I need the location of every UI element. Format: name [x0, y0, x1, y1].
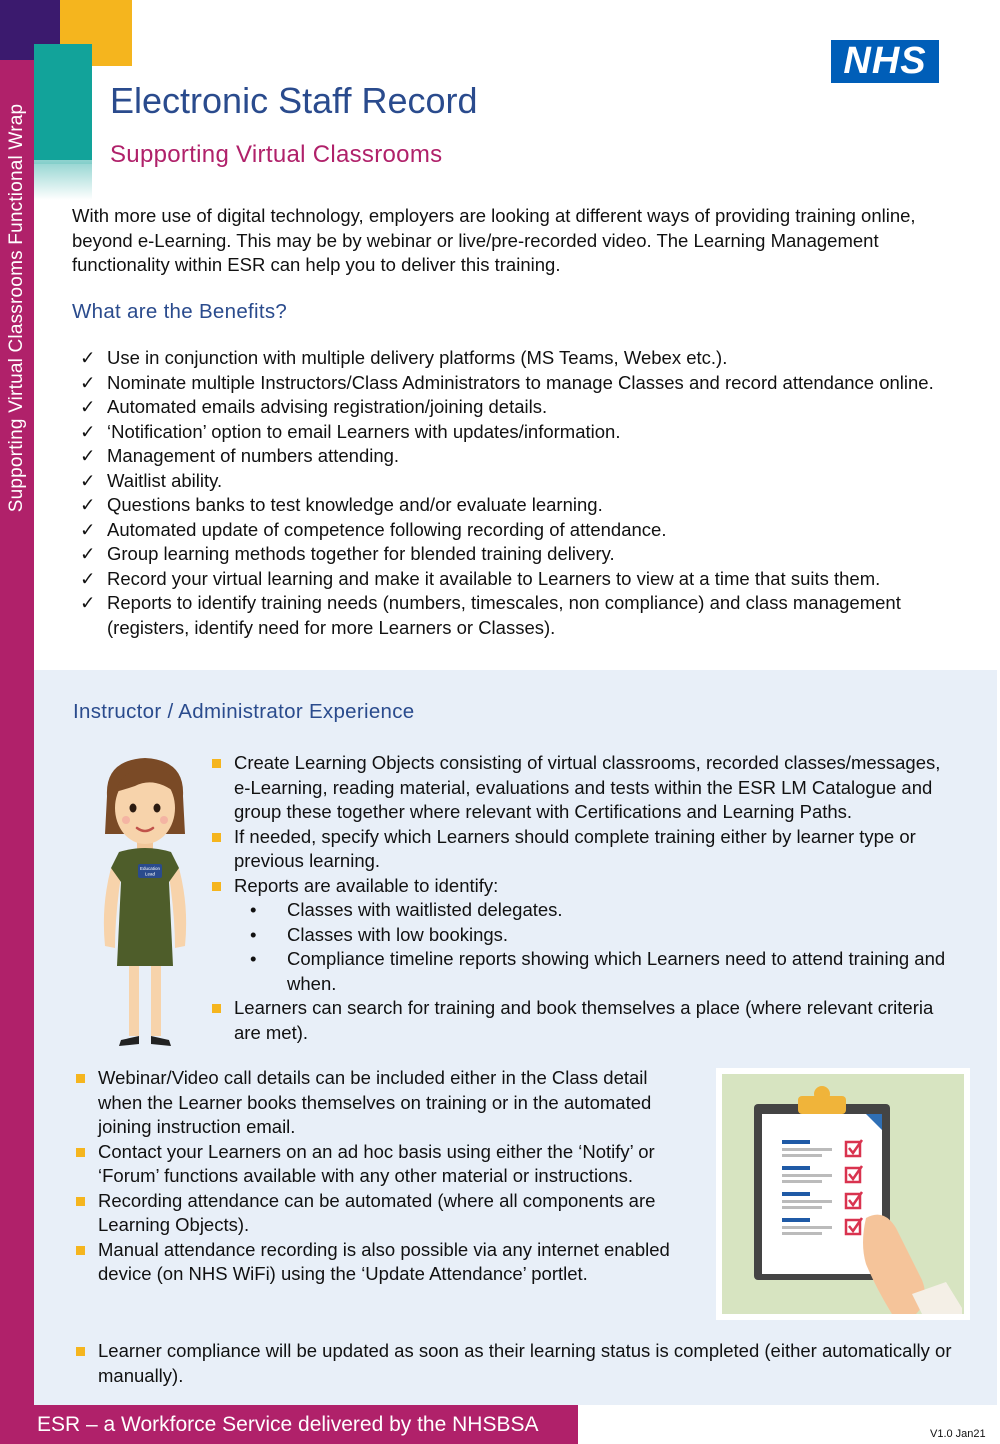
- instructor-list-3: [74, 1339, 954, 1388]
- check-icon: ✓: [80, 567, 96, 589]
- version-label: V1.0 Jan21: [930, 1428, 986, 1440]
- bullet-dot-icon: •: [250, 948, 257, 969]
- sub-list-item: • Compliance timeline reports showing which Learners need to attend training and when.: [250, 948, 946, 994]
- bullet-square-icon: [76, 1197, 85, 1206]
- bullet-square-icon: [212, 833, 221, 842]
- corner-block-teal: [34, 44, 92, 164]
- benefit-item: ✓ Management of numbers attending.: [80, 444, 980, 469]
- clipboard-checklist-icon: [716, 1068, 970, 1320]
- bullet-square-icon: [76, 1074, 85, 1083]
- bullet-square-icon: [76, 1148, 85, 1157]
- bullet-square-icon: [212, 882, 221, 891]
- intro-paragraph: With more use of digital technology, employers are looking at different ways of providing training online, beyond e-Learning. This may be by webinar or live/pre-recorded video. The Learning Management functionality within ESR can help you to deliver this training.: [72, 205, 916, 275]
- sub-list-item: • Classes with waitlisted delegates.: [234, 898, 950, 923]
- benefit-item: ✓ Automated emails advising registration/joining details.: [80, 395, 980, 420]
- benefits-list: [80, 346, 980, 640]
- benefit-item: ✓ Automated update of competence following recording of attendance.: [80, 518, 980, 543]
- list-item: Recording attendance can be automated (where all components are Learning Objects).: [74, 1189, 694, 1238]
- list-item: Create Learning Objects consisting of virtual classrooms, recorded classes/messages, e-Learning, reading material, evaluations and tests within the ESR LM Catalogue and group these together where relevant with Certifications and Learning Paths.: [210, 751, 950, 825]
- corner-block-teal-fade: [34, 160, 92, 200]
- list-item: Learners can search for training and book themselves a place (where relevant criteria are met).: [210, 996, 950, 1045]
- list-item: Contact your Learners on an ad hoc basis using either the ‘Notify’ or ‘Forum’ functions available with any other material or instructions.: [74, 1140, 694, 1189]
- bullet-square-icon: [212, 1004, 221, 1013]
- page-subtitle: Supporting Virtual Classrooms: [110, 141, 443, 168]
- check-icon: ✓: [80, 592, 96, 613]
- instructor-list-1: [210, 751, 950, 1045]
- list-item: Manual attendance recording is also possible via any internet enabled device (on NHS WiFi) using the ‘Update Attendance’ portlet.: [74, 1238, 694, 1287]
- check-icon: ✓: [80, 396, 96, 417]
- bullet-square-icon: [212, 759, 221, 768]
- badge-line-1: Education: [139, 866, 161, 871]
- check-icon: ✓: [80, 494, 96, 515]
- education-lead-illustration: [95, 756, 195, 1052]
- benefit-item: ✓ Waitlist ability.: [80, 469, 980, 494]
- check-icon: ✓: [80, 445, 96, 466]
- benefit-item: ✓ Nominate multiple Instructors/Class Administrators to manage Classes and record attendance online.: [80, 371, 980, 396]
- benefit-item: ✓ Reports to identify training needs (numbers, timescales, non compliance) and class management (registers, identify need for more Learners or Classes).: [80, 592, 901, 638]
- benefits-heading: What are the Benefits?: [72, 300, 288, 323]
- footer-bar: ESR – a Workforce Service delivered by the NHSBSA: [34, 1405, 578, 1444]
- check-icon: ✓: [80, 469, 96, 491]
- page-title: Electronic Staff Record: [110, 80, 478, 121]
- reports-sublist: [234, 898, 950, 996]
- benefit-item: ✓ Use in conjunction with multiple delivery platforms (MS Teams, Webex etc.).: [80, 346, 980, 371]
- benefit-item: ✓ Questions banks to test knowledge and/or evaluate learning.: [80, 493, 980, 518]
- list-item: Webinar/Video call details can be included either in the Class detail when the Learner books themselves on training or in the automated joining instruction email.: [74, 1066, 694, 1140]
- badge-line-2: Lead: [144, 871, 156, 877]
- sub-list-item: • Classes with low bookings.: [234, 923, 950, 948]
- bullet-dot-icon: •: [250, 923, 257, 945]
- list-item: Learner compliance will be updated as soon as their learning status is completed (either automatically or manually).: [74, 1339, 954, 1388]
- list-item: Reports are available to identify: • Classes with waitlisted delegates. • Classes with low bookings. • Compliance timeline reports showing which Learners need to attend training and when.: [210, 874, 950, 997]
- check-icon: ✓: [80, 518, 96, 540]
- side-label: Supporting Virtual Classrooms Functional Wrap: [6, 103, 27, 513]
- bullet-square-icon: [76, 1246, 85, 1255]
- check-icon: ✓: [80, 371, 96, 393]
- nhs-logo: NHS: [831, 40, 939, 83]
- check-icon: ✓: [80, 420, 96, 442]
- instructor-heading: Instructor / Administrator Experience: [73, 700, 415, 723]
- benefit-item: ✓ Group learning methods together for blended training delivery.: [80, 542, 980, 567]
- bullet-dot-icon: •: [250, 899, 257, 920]
- bullet-square-icon: [76, 1347, 85, 1356]
- list-item: If needed, specify which Learners should complete training either by learner type or previous learning.: [210, 825, 950, 874]
- clipboard-illustration-frame: [716, 1068, 970, 1320]
- benefit-item: ✓ ‘Notification’ option to email Learners with updates/information.: [80, 420, 980, 445]
- check-icon: ✓: [80, 543, 96, 564]
- benefit-item: ✓ Record your virtual learning and make it available to Learners to view at a time that suits them.: [80, 567, 980, 592]
- check-icon: ✓: [80, 347, 96, 368]
- instructor-list-2: [74, 1066, 694, 1287]
